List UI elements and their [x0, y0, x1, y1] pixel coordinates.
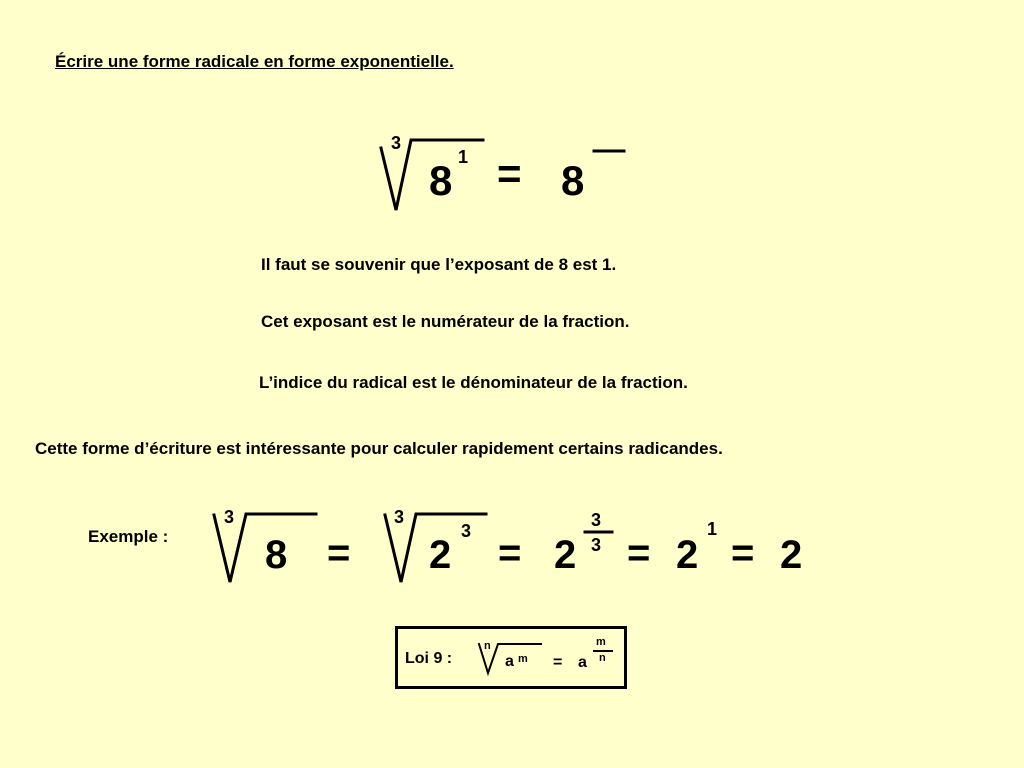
note-numerator: Cet exposant est le numérateur de la fraction.: [261, 312, 630, 331]
law-equals: =: [553, 654, 563, 671]
example-equals-4: =: [731, 531, 755, 575]
page-title: Écrire une forme radicale en forme exponentielle.: [55, 52, 454, 71]
formula1-radicand-exponent: 1: [458, 147, 469, 167]
example-radicand-1: 8: [265, 533, 288, 577]
example-equals-1: =: [327, 531, 351, 575]
law-radicand-exponent: m: [518, 653, 528, 665]
explanation-paragraph: Cette forme d’écriture est intéressante pour calculer rapidement certains radicandes.: [35, 439, 723, 458]
example-exponent-2: 3: [461, 521, 472, 541]
example-label: Exemple :: [88, 527, 169, 546]
law-fraction-denominator: n: [599, 652, 606, 664]
example-index-1: 3: [224, 507, 235, 527]
example-fraction-denominator: 3: [591, 535, 602, 555]
example-base-3: 2: [554, 533, 577, 577]
example-equals-3: =: [627, 531, 651, 575]
formula1-index: 3: [391, 133, 402, 153]
example-result: 2: [780, 533, 803, 577]
law-index: n: [484, 640, 491, 652]
law-radicand: a: [505, 653, 514, 670]
example-index-2: 3: [394, 507, 405, 527]
formula1-equals: =: [497, 150, 522, 197]
example-fraction-numerator: 3: [591, 510, 602, 530]
example-base-4: 2: [676, 533, 699, 577]
example-exponent-4: 1: [707, 519, 718, 539]
law-fraction-numerator: m: [596, 636, 606, 648]
example-base-2: 2: [429, 533, 452, 577]
note-denominator: L’indice du radical est le dénominateur de la fraction.: [259, 373, 688, 392]
formula1-base: 8: [561, 157, 585, 204]
law-label: Loi 9 :: [405, 650, 453, 667]
formula1-radicand: 8: [429, 157, 453, 204]
example-equals-2: =: [498, 531, 522, 575]
note-exponent: Il faut se souvenir que l’exposant de 8 est 1.: [261, 255, 617, 274]
law-base: a: [578, 654, 587, 671]
